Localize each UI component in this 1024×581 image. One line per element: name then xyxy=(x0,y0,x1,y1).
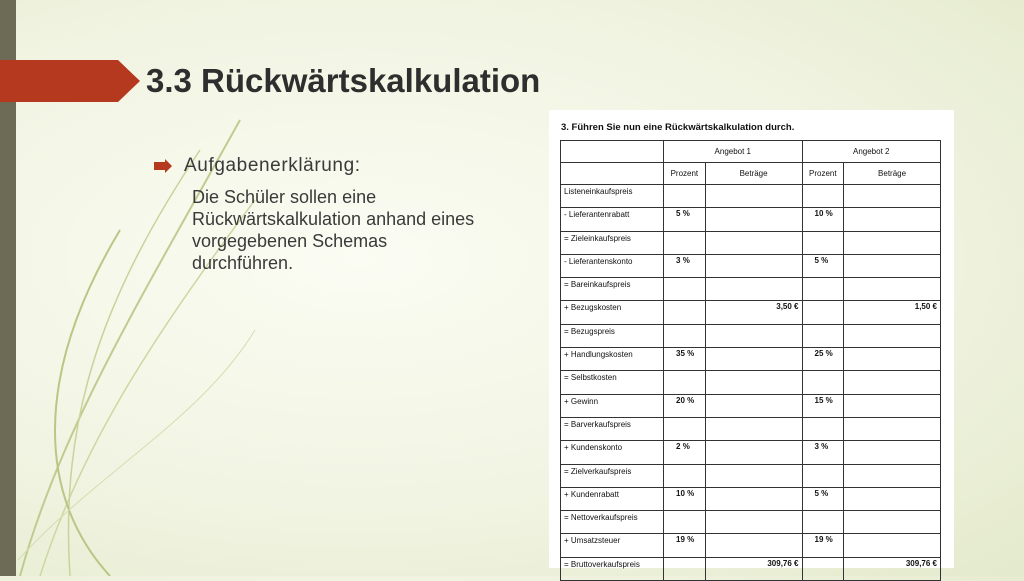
offer2-percent-cell xyxy=(802,301,844,324)
worksheet-heading: 3. Führen Sie nun eine Rückwärtskalkulation durch. xyxy=(561,122,795,133)
offer1-percent-cell: 19 % xyxy=(664,534,706,557)
bullet-heading: Aufgabenerklärung: xyxy=(184,155,361,176)
offer2-amount-cell: 1,50 € xyxy=(844,301,941,324)
table-row xyxy=(561,371,941,394)
offer1-amount-header: Beträge xyxy=(705,163,802,185)
offer1-amount-cell xyxy=(705,534,802,557)
offer2-amount-cell xyxy=(844,278,941,301)
offer2-amount-cell xyxy=(844,534,941,557)
offer2-header: Angebot 2 xyxy=(802,141,941,163)
offer1-amount-cell xyxy=(705,371,802,394)
row-label: + Handlungskosten xyxy=(561,348,664,371)
table-row xyxy=(561,557,941,580)
offer2-percent-cell xyxy=(802,371,844,394)
table-row xyxy=(561,231,941,254)
offer1-amount-cell xyxy=(705,464,802,487)
offer1-percent-cell: 2 % xyxy=(664,441,706,464)
offer1-amount-cell xyxy=(705,441,802,464)
subheader-empty-cell xyxy=(561,163,664,185)
offer2-percent-cell: 15 % xyxy=(802,394,844,417)
table-row xyxy=(561,254,941,277)
row-label: - Lieferantenskonto xyxy=(561,254,664,277)
offer1-percent-cell xyxy=(664,511,706,534)
row-label: + Kundenskonto xyxy=(561,441,664,464)
offer1-amount-cell xyxy=(705,348,802,371)
table-row xyxy=(561,348,941,371)
offer2-amount-cell xyxy=(844,185,941,208)
offer1-amount-cell xyxy=(705,185,802,208)
table-row xyxy=(561,208,941,231)
table-subheader-row xyxy=(561,163,941,185)
offer2-percent-cell: 19 % xyxy=(802,534,844,557)
row-label: + Kundenrabatt xyxy=(561,487,664,510)
offer2-percent-cell xyxy=(802,464,844,487)
bullet-heading-row xyxy=(154,154,484,178)
offer1-amount-cell xyxy=(705,394,802,417)
offer2-percent-cell: 5 % xyxy=(802,254,844,277)
offer1-amount-cell xyxy=(705,231,802,254)
offer2-amount-cell xyxy=(844,487,941,510)
offer1-percent-cell xyxy=(664,464,706,487)
table-row xyxy=(561,301,941,324)
offer2-percent-cell: 25 % xyxy=(802,348,844,371)
row-label: = Bareinkaufspreis xyxy=(561,278,664,301)
offer2-amount-cell xyxy=(844,441,941,464)
offer1-percent-cell xyxy=(664,278,706,301)
offer2-percent-cell: 5 % xyxy=(802,487,844,510)
row-label: = Nettoverkaufspreis xyxy=(561,511,664,534)
table-header-row xyxy=(561,141,941,163)
row-label: + Gewinn xyxy=(561,394,664,417)
offer2-percent-cell: 3 % xyxy=(802,441,844,464)
offer1-amount-cell xyxy=(705,278,802,301)
table-row xyxy=(561,464,941,487)
offer2-amount-cell xyxy=(844,348,941,371)
row-label: = Barverkaufspreis xyxy=(561,417,664,440)
title-accent-arrow xyxy=(0,60,140,102)
offer1-percent-header: Prozent xyxy=(664,163,706,185)
offer2-amount-cell xyxy=(844,324,941,347)
offer1-header: Angebot 1 xyxy=(664,141,802,163)
offer1-amount-cell xyxy=(705,324,802,347)
worksheet-image xyxy=(549,110,954,568)
table-row xyxy=(561,534,941,557)
offer1-percent-cell: 5 % xyxy=(664,208,706,231)
offer1-percent-cell: 20 % xyxy=(664,394,706,417)
arrow-bullet-icon xyxy=(154,159,172,173)
offer1-percent-cell: 3 % xyxy=(664,254,706,277)
offer1-amount-cell xyxy=(705,511,802,534)
header-empty-cell xyxy=(561,141,664,163)
offer2-percent-cell xyxy=(802,417,844,440)
table-row xyxy=(561,487,941,510)
offer1-amount-cell xyxy=(705,487,802,510)
row-label: = Selbstkosten xyxy=(561,371,664,394)
offer2-amount-cell xyxy=(844,208,941,231)
offer1-percent-cell xyxy=(664,301,706,324)
row-label: + Bezugskosten xyxy=(561,301,664,324)
offer2-percent-cell xyxy=(802,185,844,208)
slide-title: 3.3 Rückwärtskalkulation xyxy=(146,62,541,99)
offer2-percent-header: Prozent xyxy=(802,163,844,185)
offer2-amount-header: Beträge xyxy=(844,163,941,185)
offer1-percent-cell xyxy=(664,417,706,440)
offer1-amount-cell: 309,76 € xyxy=(705,557,802,580)
row-label: - Lieferantenrabatt xyxy=(561,208,664,231)
offer1-percent-cell xyxy=(664,231,706,254)
table-row xyxy=(561,417,941,440)
offer2-amount-cell xyxy=(844,417,941,440)
table-row xyxy=(561,278,941,301)
offer1-percent-cell: 10 % xyxy=(664,487,706,510)
offer2-percent-cell xyxy=(802,231,844,254)
offer2-amount-cell xyxy=(844,231,941,254)
offer1-amount-cell xyxy=(705,417,802,440)
row-label: + Umsatzsteuer xyxy=(561,534,664,557)
offer1-amount-cell xyxy=(705,208,802,231)
offer2-amount-cell xyxy=(844,511,941,534)
offer2-percent-cell xyxy=(802,278,844,301)
offer1-amount-cell: 3,50 € xyxy=(705,301,802,324)
table-row xyxy=(561,394,941,417)
offer2-amount-cell xyxy=(844,254,941,277)
calculation-table xyxy=(560,140,941,581)
offer1-percent-cell xyxy=(664,371,706,394)
offer2-percent-cell xyxy=(802,511,844,534)
bullet-description: Die Schüler sollen eine Rückwärtskalkulation anhand eines vorgegebenen Schemas durchführen. xyxy=(192,187,475,273)
row-label: = Bezugspreis xyxy=(561,324,664,347)
offer1-percent-cell xyxy=(664,557,706,580)
offer1-amount-cell xyxy=(705,254,802,277)
offer1-percent-cell: 35 % xyxy=(664,348,706,371)
row-label: = Bruttoverkaufspreis xyxy=(561,557,664,580)
row-label: Listeneinkaufspreis xyxy=(561,185,664,208)
offer2-percent-cell: 10 % xyxy=(802,208,844,231)
offer2-percent-cell xyxy=(802,324,844,347)
offer1-percent-cell xyxy=(664,185,706,208)
table-body xyxy=(561,185,941,581)
table-row xyxy=(561,324,941,347)
offer2-amount-cell xyxy=(844,371,941,394)
table-row xyxy=(561,441,941,464)
row-label: = Zielverkaufspreis xyxy=(561,464,664,487)
row-label: = Zieleinkaufspreis xyxy=(561,231,664,254)
offer2-percent-cell xyxy=(802,557,844,580)
table-row xyxy=(561,511,941,534)
offer2-amount-cell: 309,76 € xyxy=(844,557,941,580)
bullet-block xyxy=(154,154,484,274)
offer2-amount-cell xyxy=(844,464,941,487)
offer1-percent-cell xyxy=(664,324,706,347)
offer2-amount-cell xyxy=(844,394,941,417)
table-row xyxy=(561,185,941,208)
